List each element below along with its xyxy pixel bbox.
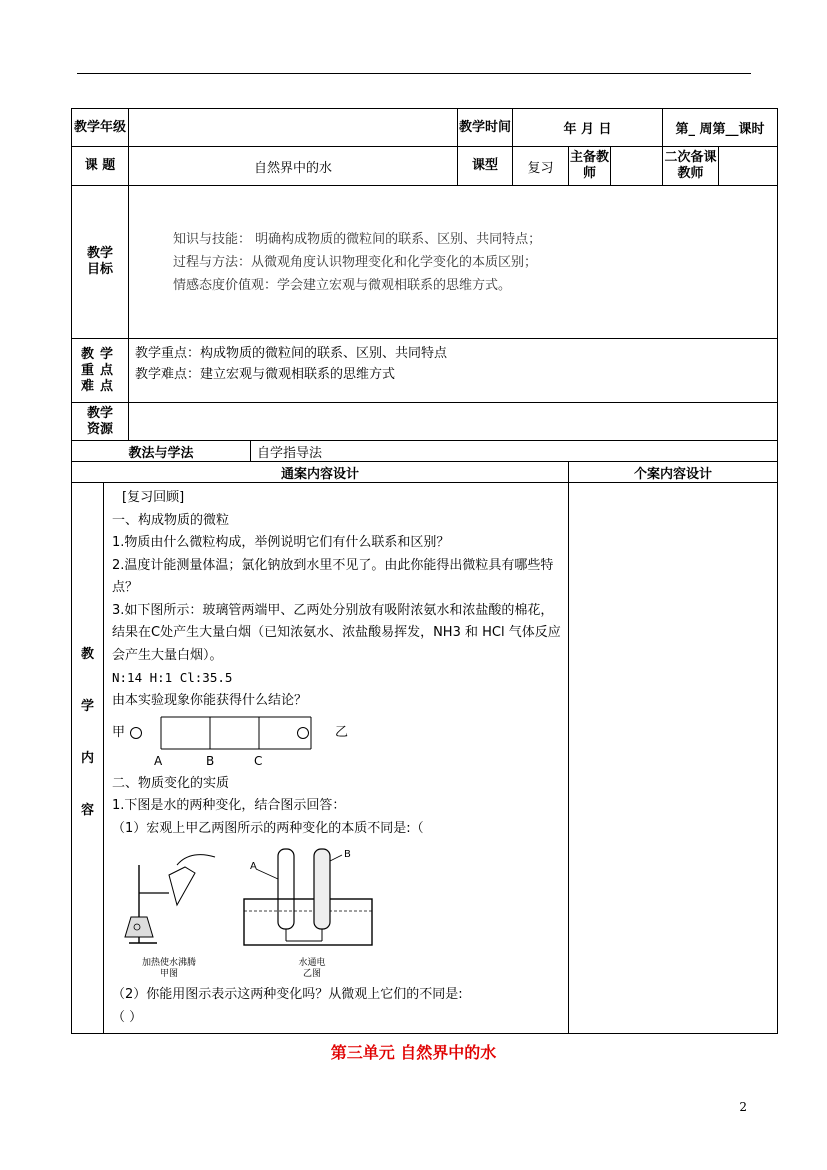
week-value: 第_ 周第__课时 — [663, 109, 778, 147]
date-value: 年 月 日 — [513, 109, 663, 147]
individual-design-header: 个案内容设计 — [569, 462, 778, 483]
topic-label: 课 题 — [72, 147, 129, 186]
topic-value: 自然界中的水 — [129, 147, 458, 186]
electrolysis-figure — [242, 845, 382, 981]
goals-text — [129, 186, 778, 339]
grade-value — [129, 109, 458, 147]
question: 2.温度计能测量体温；氯化钠放到水里不见了。由此你能得出微粒具有哪些特点？ — [112, 557, 554, 595]
resources-value — [129, 403, 778, 441]
boiling-caption: 加热使水沸腾 — [141, 958, 196, 968]
boiling-apparatus-icon — [117, 845, 221, 950]
tube-left-label: 甲 — [112, 724, 126, 740]
atomic-masses: N:14 H:1 Cl:35.5 — [112, 670, 233, 685]
answer-blank: （ ） — [112, 1009, 143, 1025]
second-teacher-label: 二次备课教师 — [663, 147, 719, 186]
section-heading: 二、物质变化的实质 — [112, 775, 230, 791]
unit-title: 第三单元 自然界中的水 — [330, 1043, 497, 1062]
tube-letters: A B C — [154, 754, 263, 768]
grade-label: 教学年级 — [72, 109, 129, 147]
tube-right-label: 乙 — [335, 724, 349, 740]
cotton-right-icon — [298, 728, 309, 739]
boiling-figure — [114, 845, 224, 981]
question: （1）宏观上甲乙两图所示的两种变化的本质不同是:（ — [112, 820, 424, 836]
tube-a-label: A — [250, 860, 257, 872]
lesson-plan-table — [71, 108, 778, 1034]
glass-tube-figure — [112, 718, 562, 748]
goal-line: 情感态度价值观：学会建立宏观与微观相联系的思维方式。 — [173, 277, 512, 293]
tube-b-label: B — [344, 848, 351, 860]
method-value: 自学指导法 — [251, 441, 778, 462]
water-change-figures — [114, 842, 562, 980]
goal-line: 知识与技能： 明确构成物质的微粒间的联系、区别、共同特点； — [173, 231, 542, 247]
question: 1.下图是水的两种变化，结合图示回答： — [112, 798, 346, 813]
question: 由本实验现象你能获得什么结论？ — [112, 692, 308, 708]
method-label: 教法与学法 — [72, 441, 251, 462]
boiling-caption-2: 甲图 — [159, 969, 178, 979]
goals-label: 教学目标 — [72, 186, 129, 339]
time-label: 教学时间 — [458, 109, 513, 147]
question: （2）你能用图示表示这两种变化吗？从微观上它们的不同是: — [112, 987, 463, 1002]
electrolysis-apparatus-icon — [242, 845, 382, 950]
electrolysis-caption: 水通电 — [298, 958, 326, 968]
content-side-label: 教 学 内 容 — [72, 483, 104, 1034]
key-label: 教学重点难点 — [72, 339, 129, 403]
header-rule — [77, 73, 751, 74]
question: 1.物质由什么微粒构成，举例说明它们有什么联系和区别？ — [112, 535, 450, 550]
key-text — [129, 339, 778, 403]
electrolysis-caption-2: 乙图 — [302, 969, 321, 979]
resources-label: 教学资源 — [72, 403, 129, 441]
common-content — [104, 483, 569, 1034]
page-number: 2 — [739, 1100, 747, 1114]
section-heading: 一、构成物质的微粒 — [112, 512, 230, 528]
review-heading: [复习回顾] — [122, 490, 185, 505]
type-value: 复习 — [513, 147, 569, 186]
key-difficulty: 教学难点：建立宏观与微观相联系的思维方式 — [135, 367, 396, 382]
main-teacher-label: 主备教师 — [569, 147, 611, 186]
glass-tube-diagram — [125, 716, 325, 750]
common-design-header: 通案内容设计 — [72, 462, 569, 483]
type-label: 课型 — [458, 147, 513, 186]
goal-line: 过程与方法：从微观角度认识物理变化和化学变化的本质区别； — [173, 254, 538, 270]
key-point: 教学重点：构成物质的微粒间的联系、区别、共同特点 — [135, 346, 448, 361]
question: 3.如下图所示：玻璃管两端甲、乙两处分别放有吸附浓氨水和浓盐酸的棉花，结果在C处产生大量白烟（已知浓氨水、浓盐酸易挥发，NH3 和 HCl 气体反应会产生大量白烟）。 — [112, 602, 561, 663]
second-teacher-value — [719, 147, 778, 186]
individual-content — [569, 483, 778, 1034]
main-teacher-value — [611, 147, 663, 186]
cotton-left-icon — [131, 728, 142, 739]
